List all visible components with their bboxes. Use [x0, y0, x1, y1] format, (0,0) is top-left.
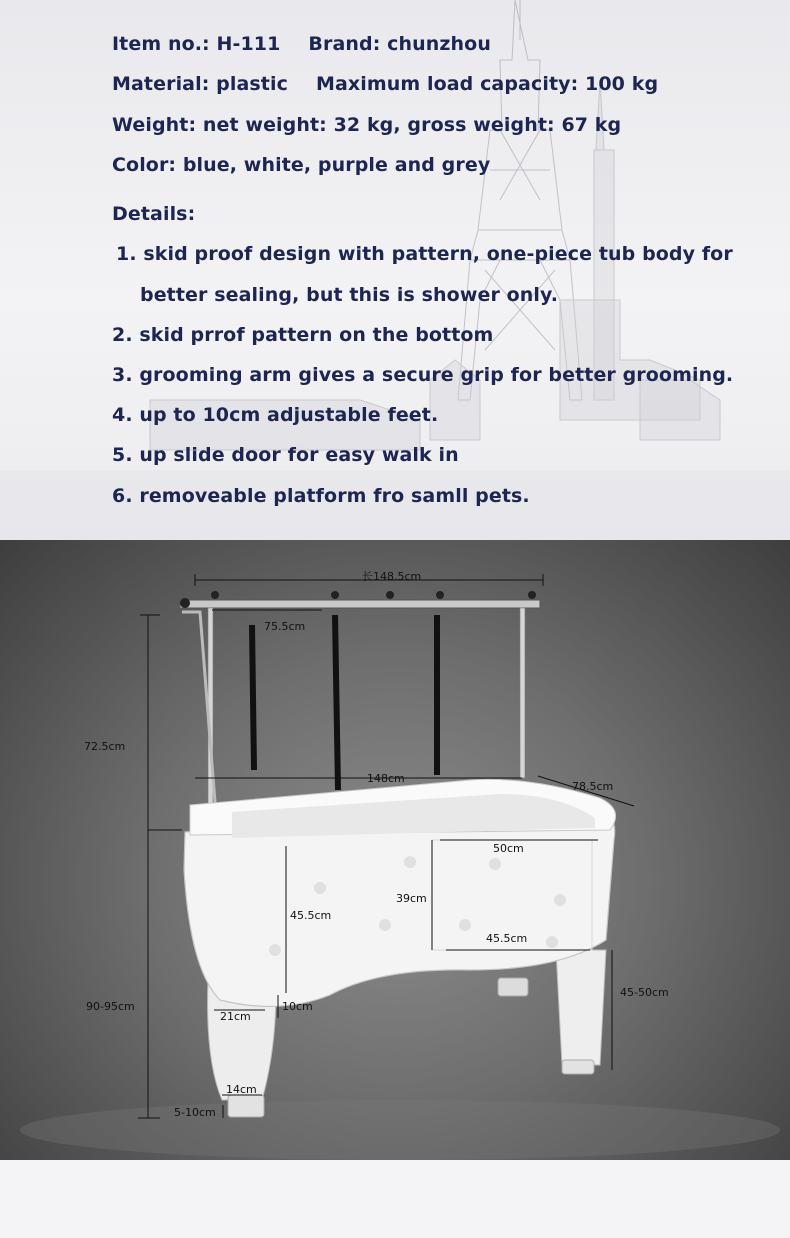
- front-height-label: 45.5cm: [290, 909, 332, 922]
- arm-height-label: 72.5cm: [84, 740, 126, 753]
- material: Material: plastic: [112, 73, 288, 95]
- detail-item: 6. removeable platform fro samll pets.: [112, 485, 530, 507]
- page-footer-space: [0, 1160, 790, 1238]
- detail-item: 4. up to 10cm adjustable feet.: [112, 404, 439, 426]
- spec-section: [0, 0, 790, 540]
- spec-color: Color: blue, white, purple and grey: [112, 154, 491, 176]
- spec-line-material-load: [112, 73, 658, 95]
- arm-inner-label: 75.5cm: [264, 620, 306, 633]
- detail-item: better sealing, but this is shower only.: [140, 284, 559, 306]
- max-load: Maximum load capacity: 100 kg: [315, 73, 659, 95]
- product-photo: [0, 540, 790, 1160]
- spec-line-item-brand: [112, 33, 491, 55]
- detail-item: 1. skid proof design with pattern, one-piece tub body for: [116, 243, 733, 265]
- spec-weight: Weight: net weight: 32 kg, gross weight: 67 kg: [112, 114, 622, 136]
- foot-width-label: 14cm: [226, 1083, 257, 1096]
- detail-item: 5. up slide door for easy walk in: [112, 444, 459, 466]
- rear-leg-height-label: 45-50cm: [620, 986, 669, 999]
- details-heading: Details:: [112, 203, 196, 225]
- grooming-tub-drawing: [0, 540, 790, 1160]
- arm-length-label: 长148.5cm: [362, 570, 422, 583]
- foot-adjust-label: 5-10cm: [174, 1106, 216, 1119]
- tub-length-label: 148cm: [367, 772, 405, 785]
- grooming-straps: [252, 615, 437, 790]
- door-height-label: 39cm: [396, 892, 427, 905]
- total-height-label: 90-95cm: [86, 1000, 135, 1013]
- brand: Brand: chunzhou: [308, 33, 491, 55]
- item-number: Item no.: H-111: [112, 33, 281, 55]
- door-bottom-width-label: 45.5cm: [486, 932, 528, 945]
- detail-item: 2. skid prrof pattern on the bottom: [112, 324, 494, 346]
- detail-item: 3. grooming arm gives a secure grip for better grooming.: [112, 364, 734, 386]
- leg-gap-label: 10cm: [282, 1000, 313, 1013]
- tub-width-label: 78.5cm: [572, 780, 614, 793]
- door-width-label: 50cm: [493, 842, 524, 855]
- leg-width-label: 21cm: [220, 1010, 251, 1023]
